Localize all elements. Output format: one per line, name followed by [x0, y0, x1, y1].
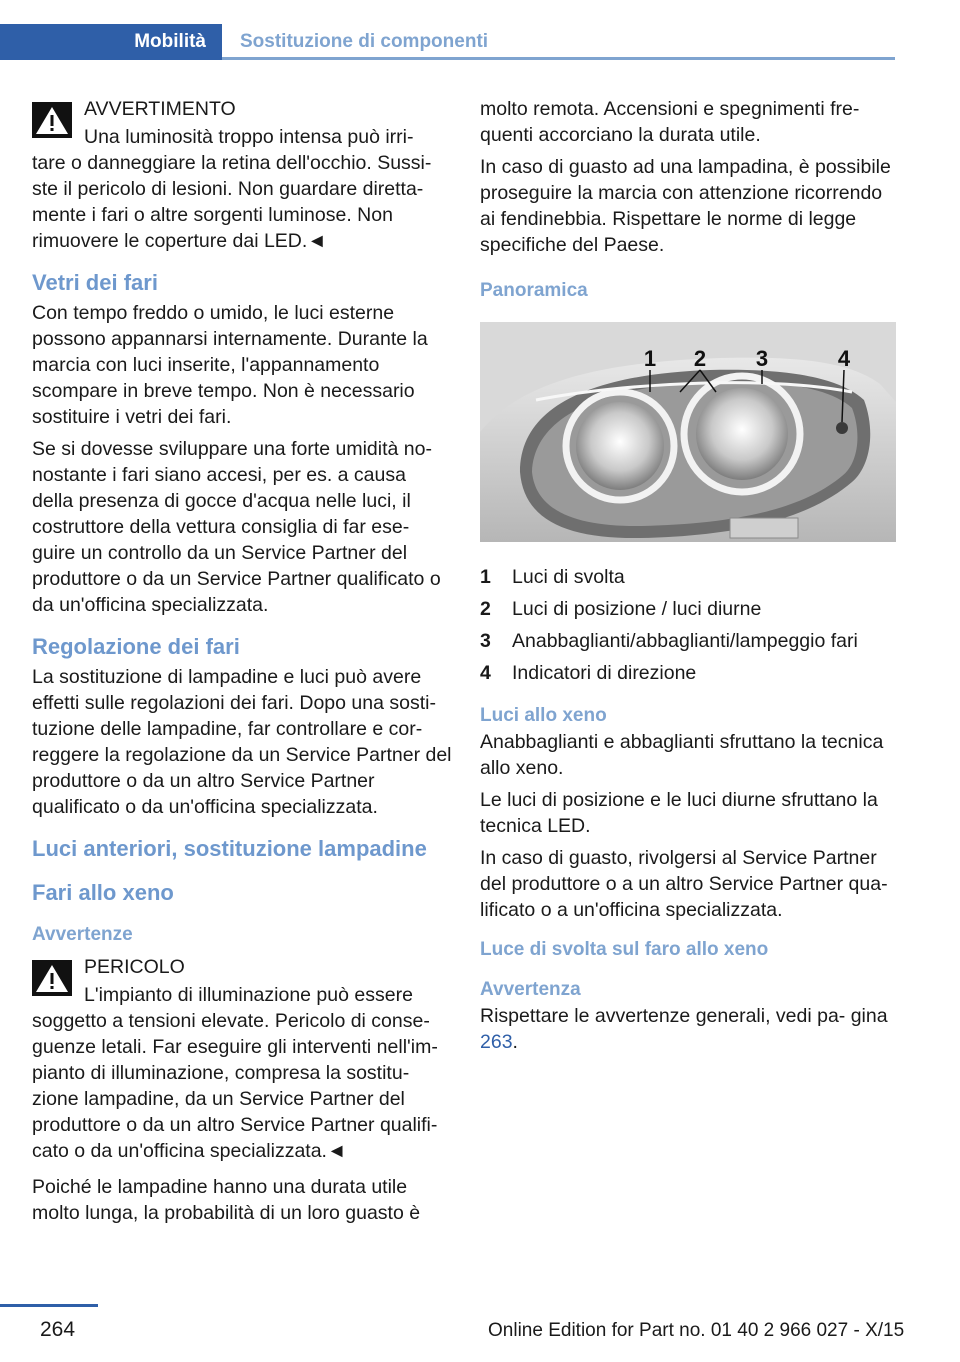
- heading-avvertenza: Avvertenza: [480, 979, 581, 1000]
- header-rule: [222, 57, 895, 60]
- paragraph-xeno-1: Anabbaglianti e abbaglianti sfruttano la tecnica allo xeno.: [480, 731, 884, 779]
- legend-item: [480, 625, 896, 657]
- danger-text: soggetto a tensioni elevate. Pericolo di conse‐ guenze letali. Far eseguire gli interventi nell'im‐ pianto di illuminazione, compresa la sostitu‐ zione lampadine, da un Service Partner del produttore o da un altro Service Partner qualifi‐ cato o da un'officina specializzata.◄: [32, 1010, 438, 1162]
- danger-triangle-icon: [32, 960, 72, 996]
- danger-heading: PERICOLO: [84, 956, 185, 978]
- avvertenza-period: .: [512, 1031, 518, 1053]
- legend-number: 3: [480, 630, 491, 652]
- headlight-figure: [480, 322, 896, 542]
- legend-number: 1: [480, 566, 491, 588]
- page-reference-link[interactable]: 263: [480, 1031, 513, 1053]
- legend-number: 4: [480, 662, 491, 684]
- legend-item: [480, 657, 896, 689]
- heading-vetri-dei-fari: Vetri dei fari: [32, 270, 158, 295]
- footer-rule: [0, 1304, 98, 1307]
- legend-number: 2: [480, 598, 491, 620]
- header-chapter-title: Sostituzione di componenti: [240, 31, 489, 52]
- paragraph-poiche: Poiché le lampadine hanno una durata utile molto lunga, la probabilità di un loro guasto è: [32, 1176, 421, 1224]
- avvertenza-text: Rispettare le avvertenze generali, vedi pa‐ gina: [480, 1005, 888, 1027]
- heading-panoramica: Panoramica: [480, 280, 588, 301]
- danger-first-line: L'impianto di illuminazione può essere: [84, 984, 413, 1006]
- warning-first-line: Una luminosità troppo intensa può irri‐: [84, 126, 414, 148]
- figure-label-2: 2: [693, 346, 707, 371]
- warning-block-pericolo: [32, 954, 452, 1164]
- paragraph-vetri-1: Con tempo freddo o umido, le luci esterne possono appannarsi internamente. Durante la marcia con luci inserite, l'appannamento scompare in breve tempo. Non è necessario sostituire i vetri dei fari.: [32, 302, 428, 428]
- heading-regolazione-dei-fari: Regolazione dei fari: [32, 634, 240, 659]
- left-column: [32, 96, 452, 1232]
- legend-text: Anabbaglianti/abbaglianti/lampeggio fari: [512, 630, 858, 652]
- legend-text: Luci di posizione / luci diurne: [512, 598, 762, 620]
- paragraph-regolazione: La sostituzione di lampadine e luci può avere effetti sulle regolazioni dei fari. Dopo una sosti‐ tuzione delle lampadine, far controllare e cor‐ reggere la regolazione da un Service Partner del produttore o da un altro Service Partner qualificato o da un'officina specializzata.: [32, 666, 452, 818]
- paragraph-vetri-2: Se si dovesse sviluppare una forte umidità no‐ nostante i fari siano accesi, per es. a causa della presenza di gocce d'acqua nelle luci, il costruttore della vettura consiglia di far ese‐ guire un controllo da un Service Partner del produttore o da un Service Partner qualificato o da un'officina specializzata.: [32, 438, 441, 616]
- heading-luci-anteriori: Luci anteriori, sostituzione lampadine: [32, 836, 427, 861]
- heading-luci-allo-xeno: Luci allo xeno: [480, 705, 607, 726]
- heading-luce-di-svolta: Luce di svolta sul faro allo xeno: [480, 939, 769, 960]
- warning-triangle-icon: [32, 102, 72, 138]
- paragraph-guasto: In caso di guasto ad una lampadina, è possibile proseguire la marcia con attenzione ricorrendo ai fendinebbia. Rispettare le norme di legge specifiche del Paese.: [480, 156, 891, 256]
- page-number: 264: [40, 1318, 76, 1341]
- heading-avvertenze: Avvertenze: [32, 924, 133, 945]
- header-section-tab: [0, 24, 222, 60]
- figure-label-1: 1: [643, 346, 657, 371]
- heading-fari-allo-xeno: Fari allo xeno: [32, 880, 174, 905]
- header-section-label: Mobilità: [134, 31, 206, 52]
- figure-label-4: 4: [837, 346, 851, 371]
- legend-item: [480, 593, 896, 625]
- paragraph-xeno-2: Le luci di posizione e le luci diurne sfruttano la tecnica LED.: [480, 789, 878, 837]
- edition-notice: Online Edition for Part no. 01 40 2 966 027 - X/15: [488, 1320, 905, 1341]
- right-column: [480, 96, 896, 1061]
- warning-block-avvertimento: [32, 96, 452, 254]
- legend-text: Indicatori di direzione: [512, 662, 697, 684]
- warning-heading: AVVERTIMENTO: [84, 98, 236, 120]
- figure-label-3: 3: [755, 346, 769, 371]
- paragraph-continuation: molto remota. Accensioni e spegnimenti fre‐ quenti accorciano la durata utile.: [480, 98, 860, 146]
- figure-legend: [480, 561, 896, 689]
- paragraph-xeno-3: In caso di guasto, rivolgersi al Service Partner del produttore o a un altro Service Partner qua‐ lificato o a un'officina specializzata.: [480, 847, 888, 921]
- legend-text: Luci di svolta: [512, 566, 625, 588]
- warning-text: tare o danneggiare la retina dell'occhio. Sussi‐ ste il pericolo di lesioni. Non guardare diretta‐ mente i fari o altre sorgenti luminose. Non rimuovere le coperture dai LED.◄: [32, 152, 432, 252]
- page-header: [0, 24, 895, 60]
- paragraph-avvertenza: [480, 1003, 896, 1055]
- legend-item: [480, 561, 896, 593]
